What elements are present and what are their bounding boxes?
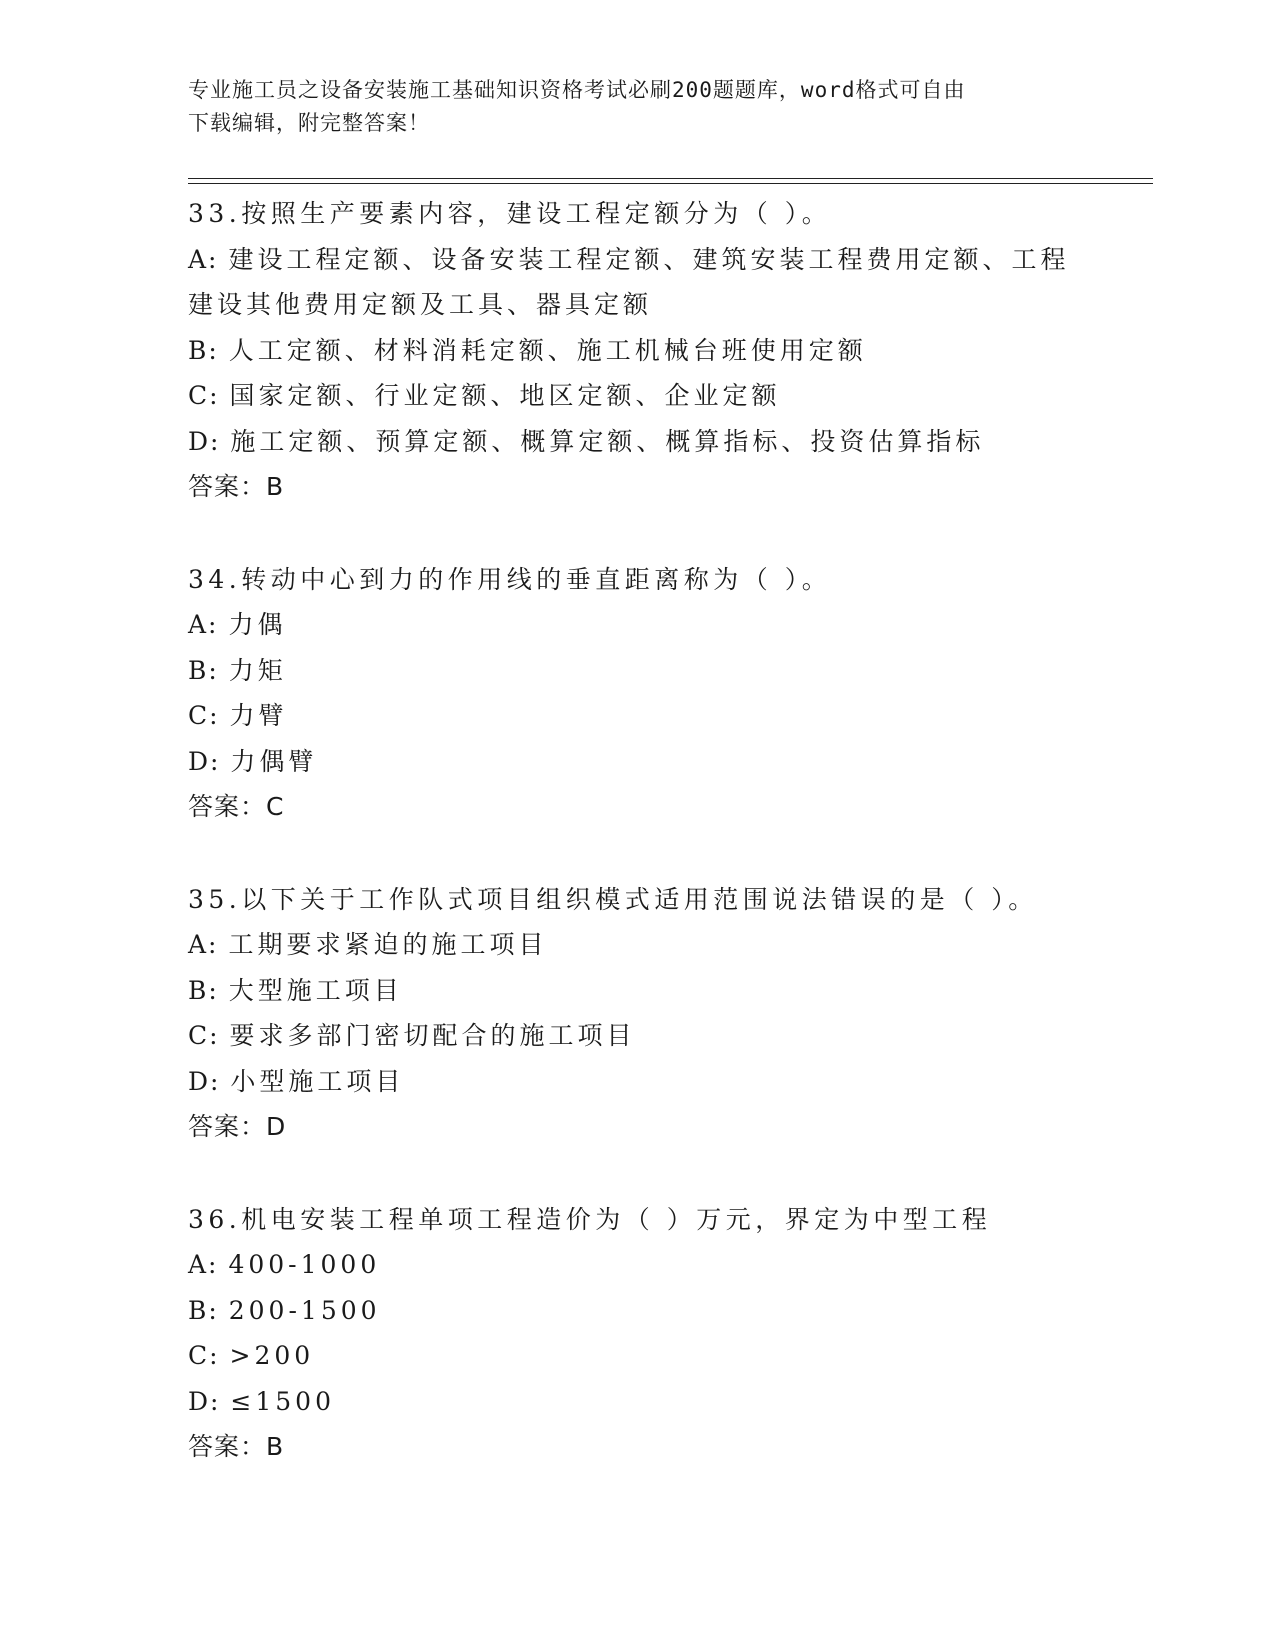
option-text: 大型施工项目	[228, 975, 403, 1005]
option-text: 小型施工项目	[230, 1066, 405, 1096]
header-divider-top	[188, 178, 1153, 179]
option-text: 400-1000	[228, 1250, 381, 1279]
option-key: A:	[188, 1250, 229, 1279]
option-key: C:	[188, 1021, 230, 1050]
option-d	[188, 739, 1148, 785]
option-b	[188, 1288, 1148, 1334]
document-header	[188, 74, 1068, 140]
option-b	[188, 648, 1148, 694]
question-stem: 34.转动中心到力的作用线的垂直距离称为（ ）。	[188, 564, 832, 594]
option-text: 力矩	[228, 655, 287, 685]
option-key: B:	[188, 975, 229, 1005]
option-text: 施工定额、预算定额、概算定额、概算指标、投资估算指标	[230, 426, 985, 456]
option-text: >200	[229, 1341, 315, 1370]
option-a	[188, 922, 1148, 968]
option-text: 要求多部门密切配合的施工项目	[229, 1021, 636, 1050]
option-c	[188, 1013, 1148, 1059]
option-text: ≤1500	[230, 1386, 335, 1416]
option-key: A:	[188, 244, 229, 274]
option-key: A:	[188, 930, 229, 959]
option-key: D:	[188, 426, 231, 456]
question-36	[188, 1197, 1148, 1470]
option-text: 力臂	[229, 701, 288, 730]
question-35	[188, 877, 1148, 1150]
header-divider-bottom	[188, 183, 1153, 184]
answer-line: 答案：D	[188, 1112, 287, 1141]
header-line-2: 下载编辑，附完整答案！	[188, 111, 430, 135]
option-text: 国家定额、行业定额、地区定额、企业定额	[229, 381, 781, 410]
option-key: D:	[188, 1066, 231, 1096]
option-d	[188, 1379, 1148, 1425]
question-stem: 35.以下关于工作队式项目组织模式适用范围说法错误的是（ ）。	[188, 884, 1038, 914]
option-a	[188, 602, 1148, 648]
option-key: D:	[188, 746, 231, 776]
option-a	[188, 237, 1148, 283]
option-text: 力偶	[228, 610, 287, 639]
option-b	[188, 328, 1148, 374]
option-text: 人工定额、材料消耗定额、施工机械台班使用定额	[228, 335, 867, 365]
option-key: C:	[188, 381, 230, 410]
option-key: C:	[188, 1341, 230, 1370]
option-key: B:	[188, 335, 229, 365]
option-text: 200-1500	[228, 1295, 381, 1325]
option-text: 建设工程定额、设备安装工程定额、建筑安装工程费用定额、工程	[228, 244, 1070, 274]
question-34	[188, 557, 1148, 830]
question-stem: 36.机电安装工程单项工程造价为（ ）万元，界定为中型工程	[188, 1204, 992, 1234]
option-key: A:	[188, 610, 229, 639]
option-key: B:	[188, 655, 229, 685]
answer-line: 答案：C	[188, 792, 285, 821]
option-c	[188, 373, 1148, 419]
option-d	[188, 419, 1148, 465]
answer-line: 答案：B	[188, 1432, 285, 1461]
option-c	[188, 1333, 1148, 1379]
option-key: C:	[188, 701, 230, 730]
question-33	[188, 191, 1148, 510]
option-b	[188, 968, 1148, 1014]
question-list	[188, 191, 1148, 1517]
option-text: 工期要求紧迫的施工项目	[228, 930, 548, 959]
answer-line: 答案：B	[188, 472, 285, 501]
option-a	[188, 1242, 1148, 1288]
option-key: B:	[188, 1295, 229, 1325]
option-a-continued: 建设其他费用定额及工具、器具定额	[188, 290, 653, 319]
option-d	[188, 1059, 1148, 1105]
option-c	[188, 693, 1148, 739]
option-key: D:	[188, 1386, 231, 1416]
option-text: 力偶臂	[230, 746, 318, 776]
header-line-1: 专业施工员之设备安装施工基础知识资格考试必刷200题题库，word格式可自由	[188, 78, 966, 102]
question-stem: 33.按照生产要素内容，建设工程定额分为（ ）。	[188, 199, 832, 228]
